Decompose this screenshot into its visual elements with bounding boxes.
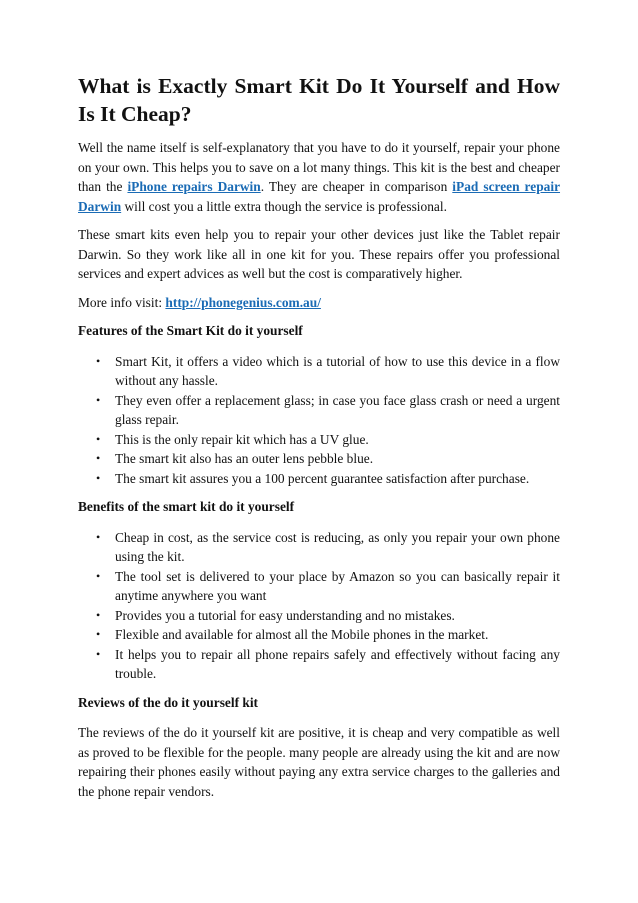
list-item-text: It helps you to repair all phone repairs safely and effectively without facing any trouble. — [115, 646, 560, 681]
bullet-icon: • — [96, 646, 101, 661]
intro-text-3: will cost you a little extra though the service is professional. — [121, 198, 447, 214]
list-item — [78, 606, 560, 626]
reviews-paragraph: The reviews of the do it yourself kit are positive, it is cheap and very compatible as well as proved to be flexible for the people. many people are already using the kit and are now repairing their phones easily without paying any extra service charges to the galleries and the phone repair vendors. — [78, 725, 560, 799]
features-list — [78, 352, 560, 489]
bullet-icon: • — [96, 607, 101, 622]
intro-paragraph — [78, 138, 560, 216]
bullet-icon: • — [96, 353, 101, 368]
more-info-line — [78, 293, 560, 313]
benefits-heading: Benefits of the smart kit do it yourself — [78, 499, 295, 514]
list-item — [78, 469, 560, 489]
tablet-repair-paragraph: These smart kits even help you to repair your other devices just like the Tablet repair Darwin. So they work like all in one kit for you. These repairs offer you professional services and expert advices as well but the cost is comparatively higher. — [78, 227, 560, 281]
page-title: What is Exactly Smart Kit Do It Yourself and How Is It Cheap? — [78, 74, 560, 126]
list-item — [78, 528, 560, 567]
list-item — [78, 625, 560, 645]
bullet-icon: • — [96, 470, 101, 485]
list-item — [78, 430, 560, 450]
list-item-text: The tool set is delivered to your place by Amazon so you can basically repair it anytime anywhere you want — [115, 568, 560, 603]
list-item-text: Flexible and available for almost all the Mobile phones in the market. — [115, 627, 489, 642]
bullet-icon: • — [96, 627, 101, 641]
bullet-icon: • — [96, 392, 101, 407]
list-item — [78, 449, 560, 469]
ipad-screen-repair-link[interactable]: iPad screen repair Darwin — [78, 179, 561, 214]
bullet-icon: • — [96, 568, 101, 583]
list-item-text: This is the only repair kit which has a UV glue. — [115, 431, 369, 447]
list-item — [78, 352, 560, 391]
list-item-text: Cheap in cost, as the service cost is reducing, as only you repair your own phone using the kit. — [115, 529, 560, 564]
features-heading: Features of the Smart Kit do it yourself — [78, 323, 303, 338]
intro-text-2: . They are cheaper in comparison — [260, 179, 453, 194]
list-item — [78, 391, 560, 430]
intro-text-1: Well the name itself is self-explanatory that you have to do it yourself, repair your phone on your own. This helps you to save on a lot many things. This kit is the best and cheaper than the — [78, 140, 560, 194]
list-item — [78, 567, 560, 606]
list-item — [78, 645, 560, 684]
list-item-text: The smart kit assures you a 100 percent guarantee satisfaction after purchase. — [115, 470, 530, 486]
bullet-icon: • — [96, 431, 101, 446]
iphone-repairs-link[interactable]: iPhone repairs Darwin — [127, 179, 261, 194]
list-item-text: Provides you a tutorial for easy understanding and no mistakes. — [115, 607, 455, 623]
list-item-text: The smart kit also has an outer lens pebble blue. — [115, 451, 374, 466]
reviews-heading: Reviews of the do it yourself kit — [78, 694, 259, 710]
benefits-list — [78, 528, 560, 684]
list-item-text: They even offer a replacement glass; in case you face glass crash or need a urgent glass repair. — [115, 392, 560, 427]
more-info-label: More info visit: — [78, 294, 166, 310]
list-item-text: Smart Kit, it offers a video which is a tutorial of how to use this device in a flow without any hassle. — [115, 353, 560, 388]
bullet-icon: • — [96, 529, 101, 544]
phonegenius-link[interactable]: http://phonegenius.com.au/ — [165, 294, 321, 310]
bullet-icon: • — [96, 451, 101, 465]
